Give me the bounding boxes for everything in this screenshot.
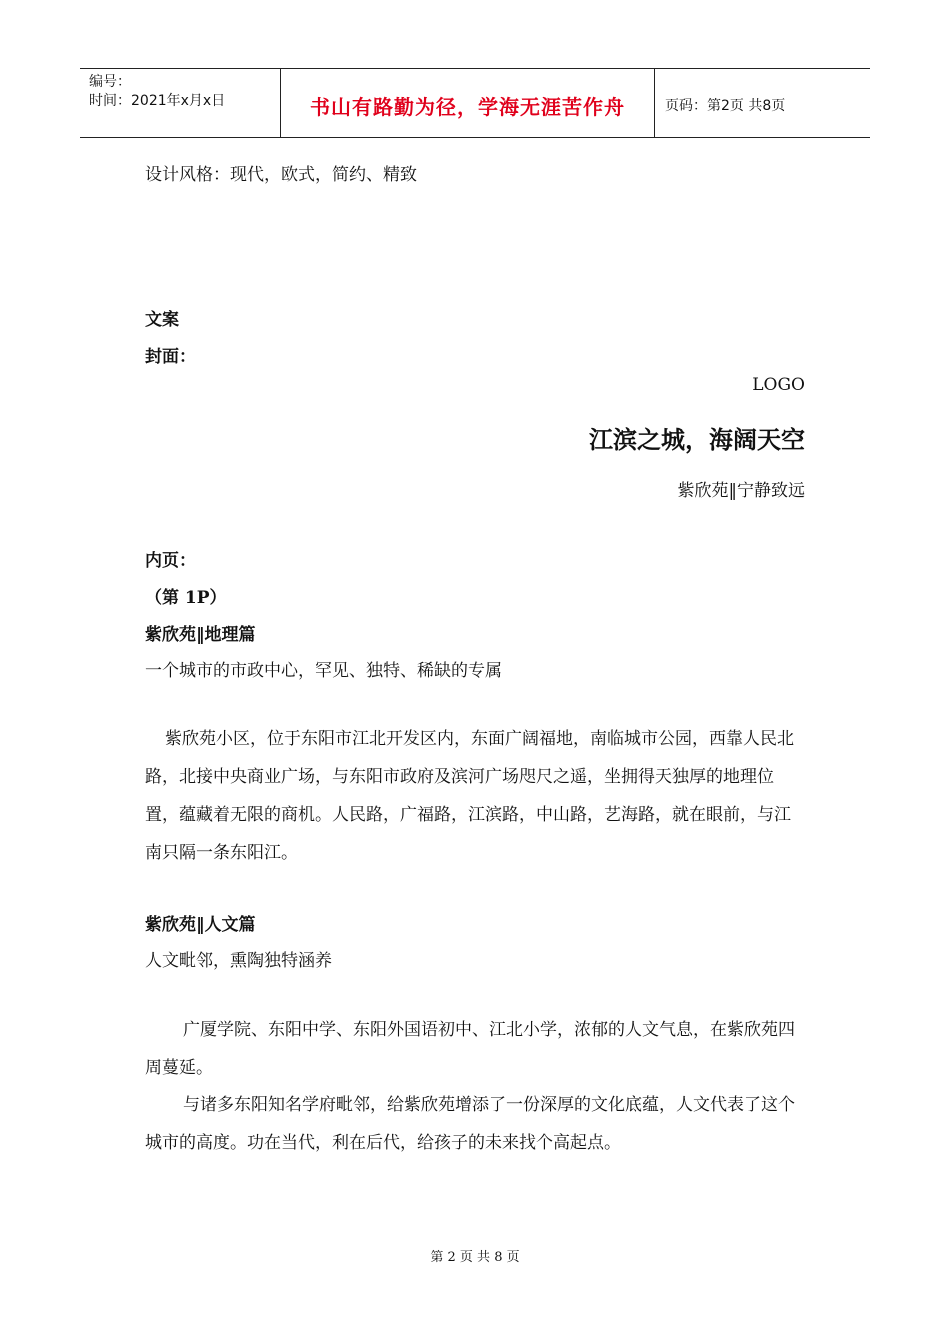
culture-body-2: 与诸多东阳知名学府毗邻，给紫欣苑增添了一份深厚的文化底蕴，人文代表了这个城市的高度。功在当代，利在后代，给孩子的未来找个高起点。	[145, 1095, 795, 1153]
cover-label: 封面：	[145, 347, 196, 367]
motto: 书山有路勤为径，学海无涯苦作舟	[281, 69, 655, 137]
logo-placeholder: LOGO	[752, 375, 805, 395]
cover-tagline: 紫欣苑‖宁静致远	[677, 481, 805, 501]
page-label: 页码：第2页 共8页	[665, 98, 786, 114]
header-meta-cell	[80, 69, 281, 137]
design-style: 设计风格：现代，欧式，简约、精致	[145, 165, 417, 185]
inner-page-no: （第 1P）	[145, 588, 227, 608]
culture-subtitle: 人文毗邻，熏陶独特涵养	[145, 951, 332, 971]
time-label: 时间：2021年x月x日	[89, 93, 226, 109]
number-label: 编号：	[89, 74, 131, 90]
page-footer: 第 2 页 共 8 页	[430, 1250, 520, 1265]
cover-headline: 江滨之城，海阔天空	[589, 425, 805, 454]
culture-body-1: 广厦学院、东阳中学、东阳外国语初中、江北小学，浓郁的人文气息，在紫欣苑四周蔓延。	[145, 1020, 795, 1078]
geo-subtitle: 一个城市的市政中心，罕见、独特、稀缺的专属	[145, 661, 502, 681]
page-header	[80, 68, 870, 138]
culture-title: 紫欣苑‖人文篇	[145, 915, 256, 935]
inner-label: 内页：	[145, 551, 196, 571]
geo-body: 紫欣苑小区，位于东阳市江北开发区内，东面广阔福地，南临城市公园，西靠人民北路，北接中央商业广场，与东阳市政府及滨河广场咫尺之遥，坐拥得天独厚的地理位置，蕴藏着无限的商机。人民路，广福路，江滨路，中山路，艺海路，就在眼前，与江南只隔一条东阳江。	[145, 729, 794, 863]
geo-title: 紫欣苑‖地理篇	[145, 625, 256, 645]
section-wenan: 文案	[145, 310, 179, 330]
